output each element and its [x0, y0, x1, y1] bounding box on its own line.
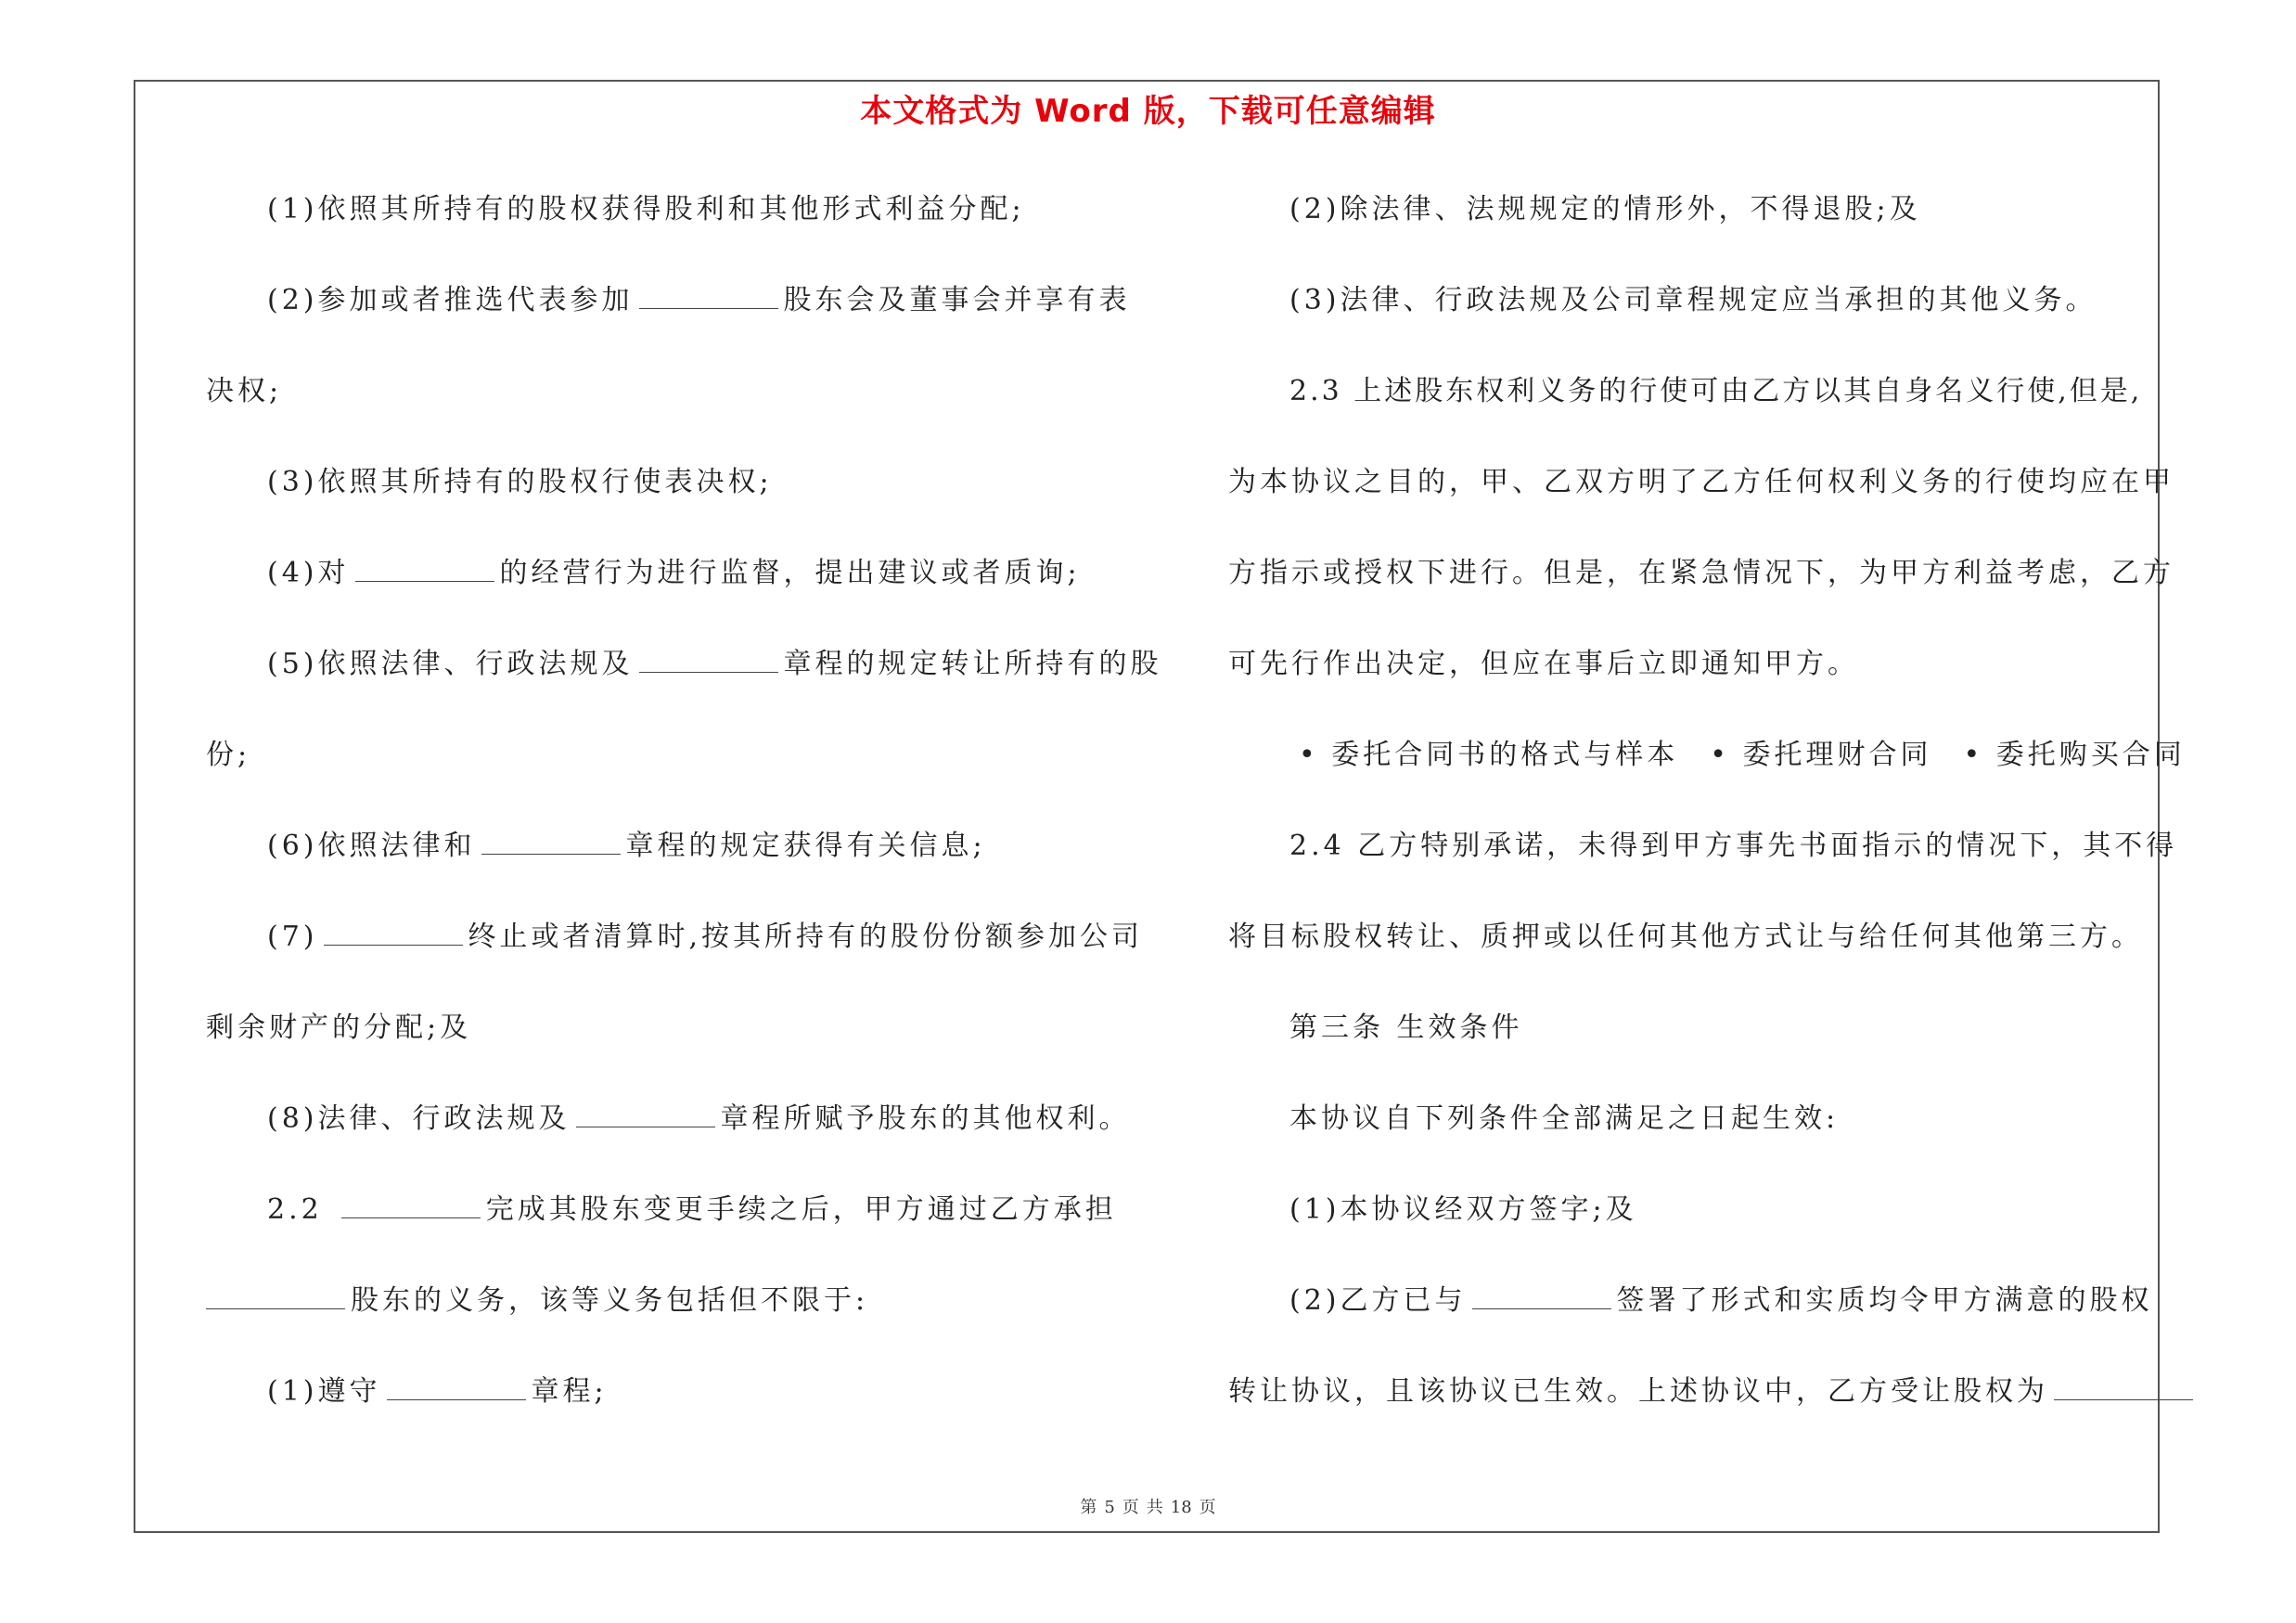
- text-line: 可先行作出决定，但应在事后立即通知甲方。: [1228, 648, 1859, 680]
- total-pages-number: 18: [1170, 1498, 1192, 1517]
- text-line: 为本协议之目的，甲、乙双方明了乙方任何权利义务的行使均应在甲: [1228, 466, 2174, 498]
- text-line: (5)依照法律、行政法规及 章程的规定转让所持有的股: [267, 648, 1162, 680]
- section-heading: 第三条 生效条件: [1289, 1011, 1523, 1044]
- text-line: (6)依照法律和 章程的规定获得有关信息;: [267, 830, 986, 862]
- text-line: (2)参加或者推选代表参加 股东会及董事会并享有表: [267, 284, 1131, 316]
- fill-in-blank[interactable]: [206, 1284, 345, 1309]
- fill-in-blank[interactable]: [324, 921, 463, 946]
- text-line: 剩余财产的分配;及: [206, 1011, 472, 1044]
- text-line: (2)乙方已与 签署了形式和实质均令甲方满意的股权: [1289, 1284, 2153, 1317]
- text-line: 将目标股权转让、质押或以任何其他方式让与给任何其他第三方。: [1228, 921, 2143, 953]
- text-line: (3)法律、行政法规及公司章程规定应当承担的其他义务。: [1289, 284, 2097, 316]
- text-line: (1)依照其所持有的股权获得股利和其他形式利益分配;: [267, 193, 1025, 225]
- text-line: 2.2 完成其股东变更手续之后，甲方通过乙方承担: [267, 1193, 1117, 1226]
- fill-in-blank[interactable]: [639, 284, 778, 309]
- related-link[interactable]: • 委托合同书的格式与样本: [1299, 739, 1679, 771]
- fill-in-blank[interactable]: [355, 557, 494, 582]
- text-line: (1)本协议经双方签字;及: [1289, 1193, 1637, 1226]
- fill-in-blank[interactable]: [341, 1193, 481, 1218]
- related-link[interactable]: • 委托理财合同: [1710, 739, 1932, 771]
- page-footer: 第 5 页 共 18 页: [1080, 1498, 1216, 1517]
- fill-in-blank[interactable]: [387, 1375, 526, 1400]
- text-line: 决权;: [206, 375, 283, 407]
- text-line: (3)依照其所持有的股权行使表决权;: [267, 466, 773, 498]
- fill-in-blank[interactable]: [639, 648, 778, 673]
- fill-in-blank[interactable]: [2054, 1375, 2193, 1400]
- text-line: 2.4 乙方特别承诺，未得到甲方事先书面指示的情况下，其不得: [1289, 830, 2178, 862]
- related-links: [1299, 737, 2186, 774]
- text-line: 方指示或授权下进行。但是，在紧急情况下，为甲方利益考虑，乙方: [1228, 557, 2174, 589]
- fill-in-blank[interactable]: [1472, 1284, 1611, 1309]
- text-line: 股东的义务，该等义务包括但不限于:: [206, 1282, 868, 1320]
- text-line: 转让协议，且该协议已生效。上述协议中，乙方受让股权为: [1228, 1373, 2193, 1410]
- text-line: 本协议自下列条件全部满足之日起生效:: [1289, 1102, 1840, 1135]
- text-line: (7) 终止或者清算时,按其所持有的股份份额参加公司: [267, 921, 1144, 953]
- related-link[interactable]: • 委托购买合同: [1963, 739, 2186, 771]
- text-line: 份;: [206, 739, 251, 771]
- text-line: (1)遵守 章程;: [267, 1375, 608, 1408]
- text-line: 2.3 上述股东权利义务的行使可由乙方以其自身名义行使,但是,: [1289, 375, 2143, 407]
- fill-in-blank[interactable]: [576, 1102, 715, 1127]
- current-page-number: 5: [1104, 1498, 1115, 1517]
- text-line: (4)对 的经营行为进行监督，提出建议或者质询;: [267, 557, 1081, 589]
- fill-in-blank[interactable]: [481, 830, 621, 855]
- text-line: (2)除法律、法规规定的情形外，不得退股;及: [1289, 193, 1921, 225]
- text-line: (8)法律、行政法规及 章程所赋予股东的其他权利。: [267, 1102, 1131, 1135]
- download-banner: 本文格式为 Word 版，下载可任意编辑: [860, 93, 1436, 130]
